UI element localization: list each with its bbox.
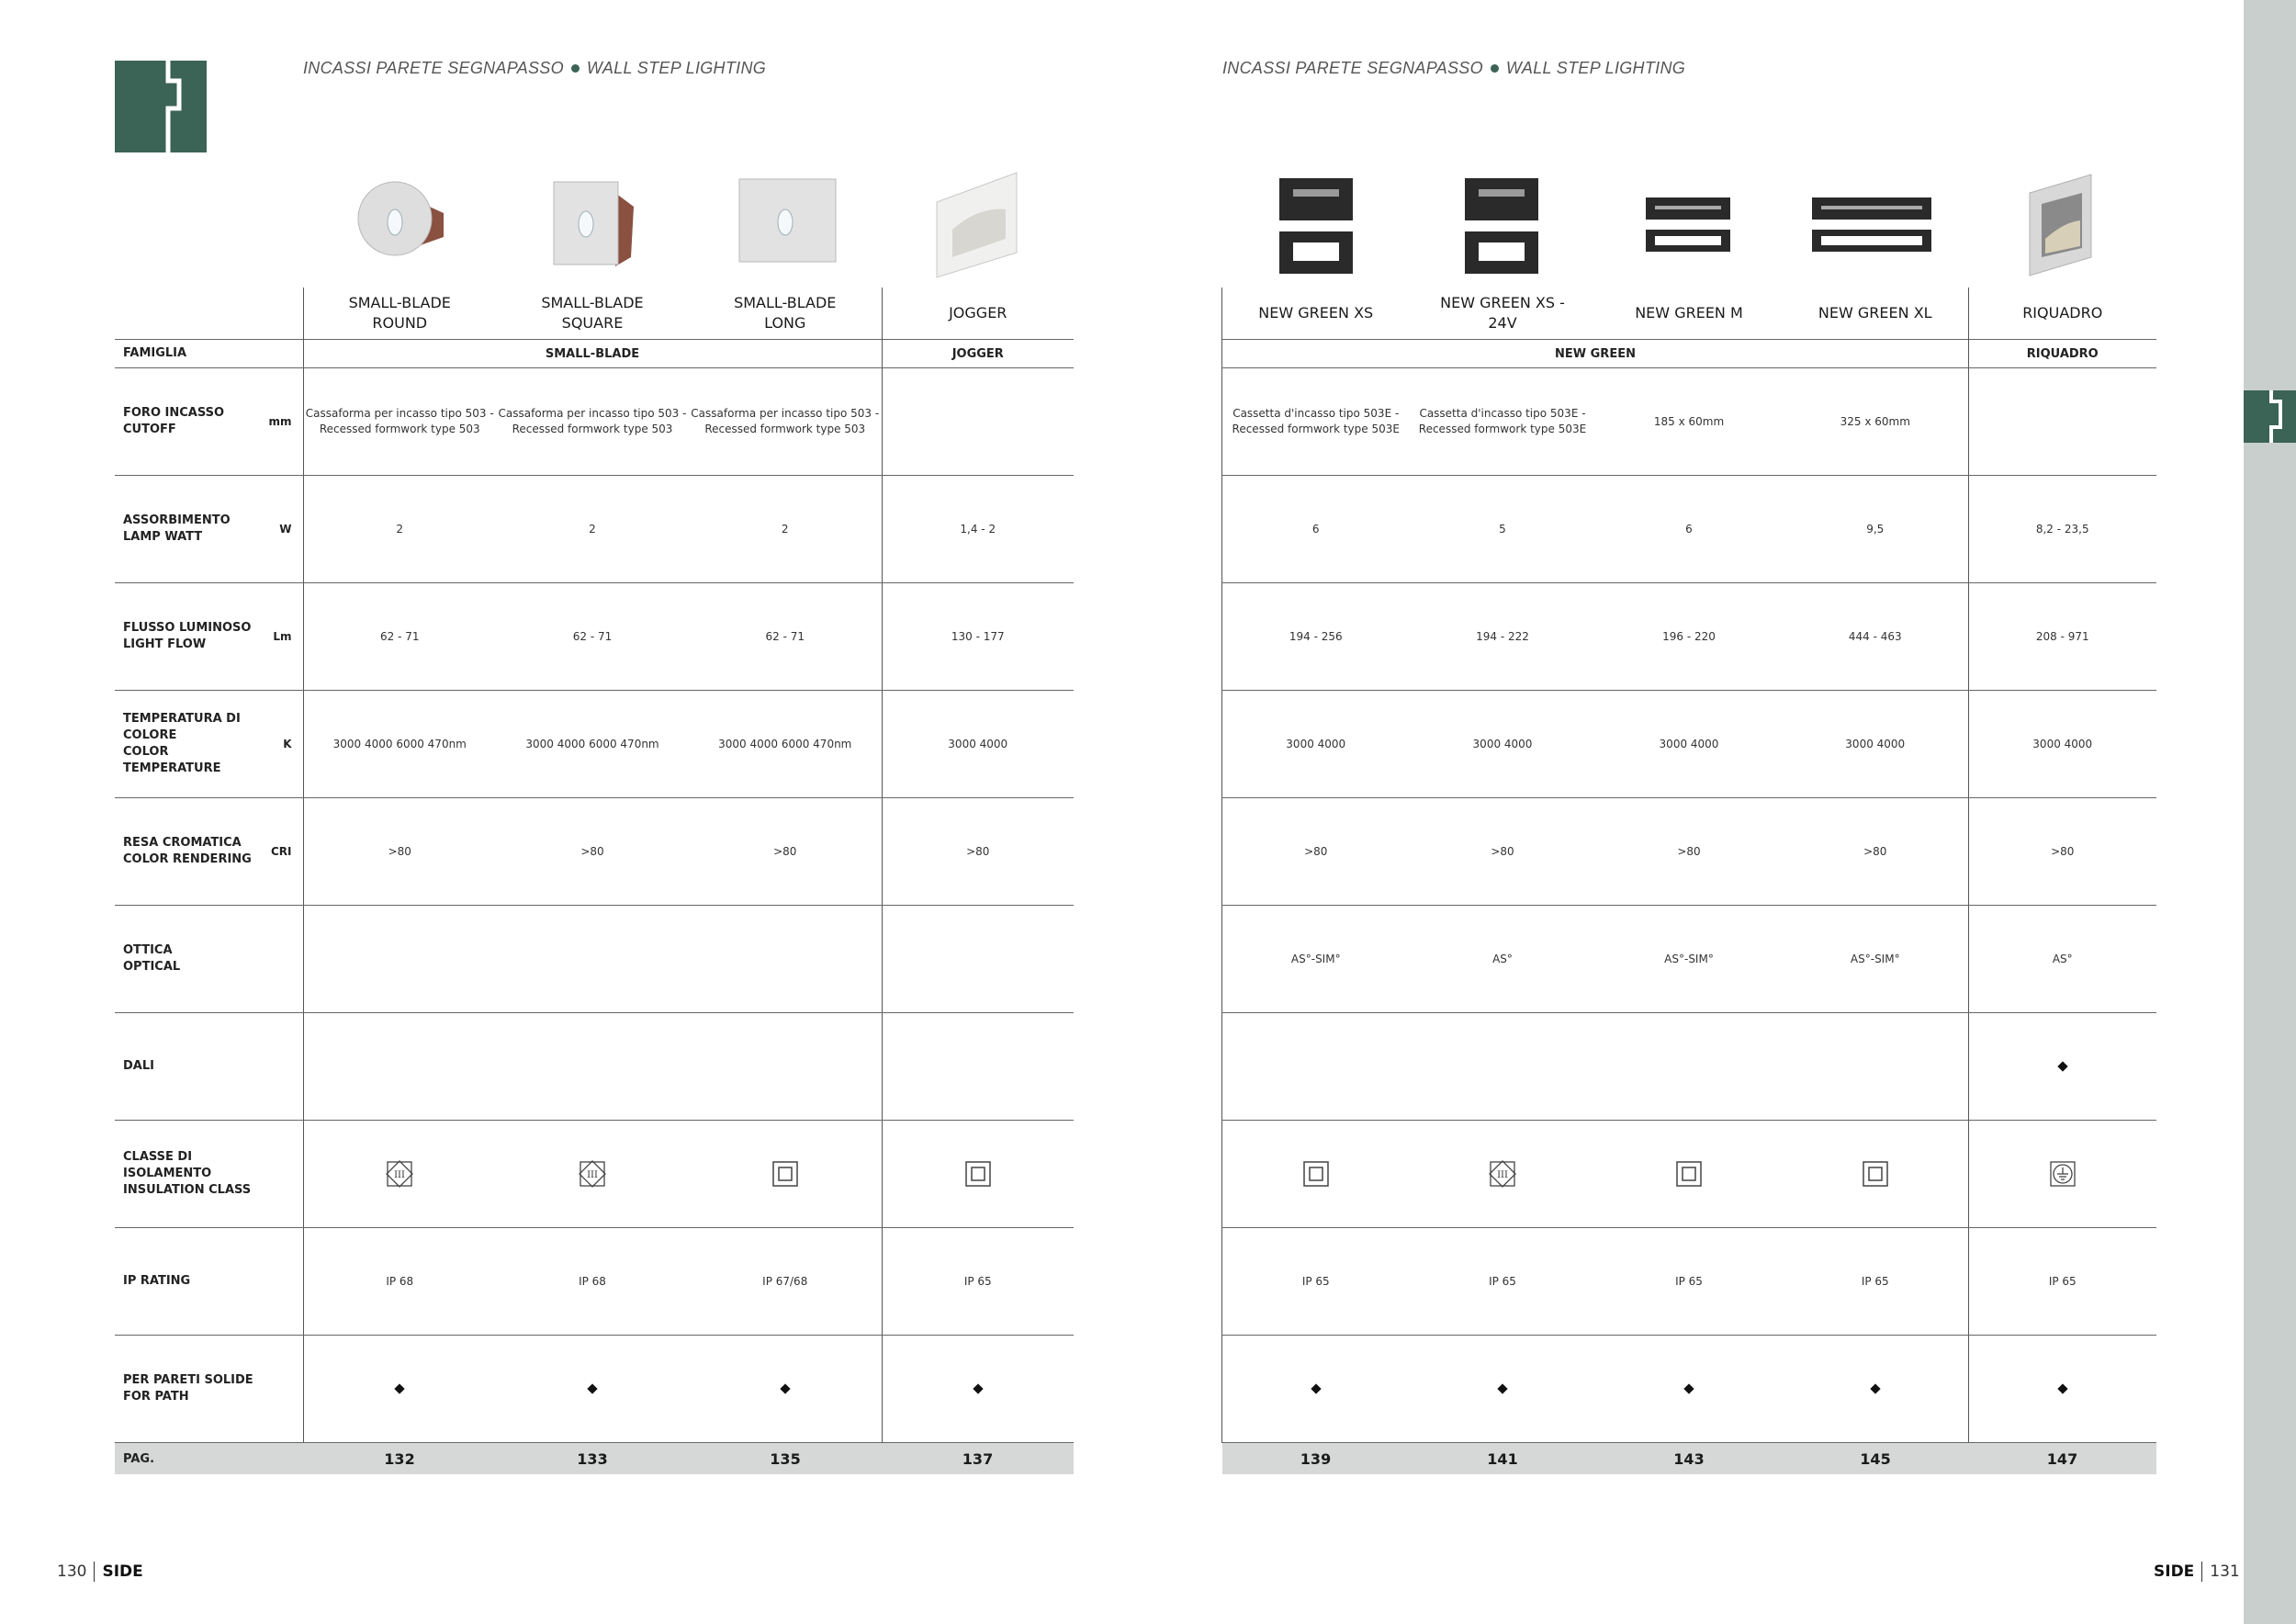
table-row-classe: [1222, 1121, 2156, 1228]
footer-brand: SIDE: [102, 1562, 143, 1581]
family-row: [115, 340, 1074, 368]
table-cell: [1596, 1336, 1783, 1443]
brand-logo: [115, 61, 207, 152]
product-image-new-green-m: [1623, 165, 1751, 285]
divider: [94, 1562, 95, 1582]
table-cell: 2: [303, 476, 496, 583]
class-2-icon: [771, 1160, 799, 1188]
header-en: WALL STEP LIGHTING: [586, 59, 767, 77]
table-cell: [303, 1121, 496, 1228]
side-tab-logo: [2244, 390, 2296, 443]
table-cell: 2: [496, 476, 689, 583]
table-cell: 130 - 177: [882, 583, 1074, 691]
table-row-flusso: [1222, 583, 2156, 691]
check-diamond-icon: [2057, 1383, 2067, 1393]
table-cell: IP 67/68: [689, 1228, 882, 1336]
side-strip: [2244, 0, 2296, 1624]
table-cell: 8,2 - 23,5: [1969, 476, 2156, 583]
table-cell: 185 x 60mm: [1596, 368, 1783, 476]
page-ref: 141: [1410, 1443, 1596, 1475]
check-diamond-icon: [587, 1383, 597, 1393]
table-cell: AS°: [1969, 906, 2156, 1013]
table-cell: 3000 4000: [1596, 691, 1783, 798]
table-cell: IP 65: [1222, 1228, 1410, 1336]
family-value: RIQUADRO: [1969, 340, 2156, 368]
row-label-flusso: FLUSSO LUMINOSO LIGHT FLOW: [115, 583, 257, 691]
table-cell: IP 65: [1969, 1228, 2156, 1336]
table-cell: 3000 4000: [882, 691, 1074, 798]
table-cell: [496, 1121, 689, 1228]
table-cell: 194 - 222: [1410, 583, 1596, 691]
row-label-classe: CLASSE DI ISOLAMENTO INSULATION CLASS: [115, 1121, 257, 1228]
table-row-foro: [115, 368, 1074, 476]
product-name: NEW GREEN XL: [1818, 304, 1932, 321]
table-cell: [689, 1121, 882, 1228]
header-en: WALL STEP LIGHTING: [1505, 59, 1686, 77]
bullet-icon: [1491, 64, 1499, 73]
product-image-jogger: [914, 165, 1042, 285]
class-1-icon: [2049, 1160, 2077, 1188]
table-cell: [1596, 1013, 1783, 1121]
table-cell: Cassaforma per incasso tipo 503 - Recessed formwork type 503: [689, 368, 882, 476]
table-cell: >80: [689, 798, 882, 906]
table-row-classe: [115, 1121, 1074, 1228]
table-cell: [1783, 1336, 1969, 1443]
table-cell: 3000 4000: [1783, 691, 1969, 798]
table-cell: [1596, 1121, 1783, 1228]
class-2-icon: [964, 1160, 992, 1188]
row-label-temperatura: TEMPERATURA DI COLORE COLOR TEMPERATURE: [115, 691, 257, 798]
table-row-flusso: [115, 583, 1074, 691]
table-cell: [303, 1336, 496, 1443]
row-label-foro: FORO INCASSO CUTOFF: [115, 368, 257, 476]
footer-left: [57, 1562, 143, 1582]
row-unit: CRI: [257, 798, 303, 906]
table-cell: 3000 4000 6000 470nm: [496, 691, 689, 798]
row-label-assorbimento: ASSORBIMENTO LAMP WATT: [115, 476, 257, 583]
table-row-pareti: [1222, 1336, 2156, 1443]
check-diamond-icon: [2057, 1061, 2067, 1071]
table-cell: 3000 4000: [1410, 691, 1596, 798]
table-cell: [689, 1013, 882, 1121]
table-cell: [1410, 1336, 1596, 1443]
product-image-riquadro: [1998, 165, 2126, 285]
table-cell: AS°: [1410, 906, 1596, 1013]
table-cell: IP 65: [1596, 1228, 1783, 1336]
table-cell: [1783, 1121, 1969, 1228]
table-row-ip: [115, 1228, 1074, 1336]
table-cell: Cassetta d'incasso tipo 503E - Recessed formwork type 503E: [1410, 368, 1596, 476]
product-image-small-blade-long: [721, 165, 850, 285]
table-cell: [689, 906, 882, 1013]
table-cell: IP 68: [303, 1228, 496, 1336]
row-unit: K: [257, 691, 303, 798]
header-it: INCASSI PARETE SEGNAPASSO: [1222, 59, 1483, 77]
table-row-pareti: [115, 1336, 1074, 1443]
table-cell: [882, 368, 1074, 476]
product-name: SMALL-BLADE SQUARE: [541, 294, 644, 332]
table-cell: 444 - 463: [1783, 583, 1969, 691]
table-cell: IP 65: [882, 1228, 1074, 1336]
table-cell: >80: [1222, 798, 1410, 906]
page-header-left: [303, 59, 766, 78]
table-cell: >80: [1410, 798, 1596, 906]
product-image-new-green-xl: [1806, 165, 1934, 285]
row-label-resa: RESA CROMATICA COLOR RENDERING: [115, 798, 257, 906]
table-cell: Cassaforma per incasso tipo 503 - Recessed formwork type 503: [496, 368, 689, 476]
table-cell: 3000 4000 6000 470nm: [689, 691, 882, 798]
page-ref: 139: [1222, 1443, 1410, 1475]
class-3-icon: [579, 1160, 606, 1188]
page-ref: 143: [1596, 1443, 1783, 1475]
row-unit: mm: [257, 368, 303, 476]
check-diamond-icon: [1870, 1383, 1880, 1393]
row-label-famiglia: FAMIGLIA: [115, 340, 257, 368]
row-label-pareti: PER PARETI SOLIDE FOR PATH: [115, 1336, 257, 1443]
table-cell: [1969, 1336, 2156, 1443]
page-ref: 135: [689, 1443, 882, 1475]
check-diamond-icon: [973, 1383, 983, 1393]
table-row-assorbimento: [115, 476, 1074, 583]
table-cell: [882, 906, 1074, 1013]
table-row-assorbimento: [1222, 476, 2156, 583]
table-row-ottica: [1222, 906, 2156, 1013]
table-cell: [496, 906, 689, 1013]
table-cell: >80: [1969, 798, 2156, 906]
svg-text:III: III: [1497, 1170, 1508, 1180]
table-cell: [1410, 1121, 1596, 1228]
table-cell: AS°-SIM°: [1783, 906, 1969, 1013]
table-cell: 62 - 71: [689, 583, 882, 691]
spec-table-right: [1221, 288, 2156, 1474]
table-cell: [303, 906, 496, 1013]
row-unit: W: [257, 476, 303, 583]
table-cell: [303, 1013, 496, 1121]
table-cell: >80: [1783, 798, 1969, 906]
table-row-dali: [115, 1013, 1074, 1121]
product-name: SMALL-BLADE ROUND: [303, 288, 496, 340]
row-label-pag: PAG.: [115, 1443, 303, 1475]
table-cell: [1969, 1013, 2156, 1121]
table-cell: 3000 4000: [1969, 691, 2156, 798]
table-cell: 9,5: [1783, 476, 1969, 583]
table-cell: [496, 1336, 689, 1443]
table-cell: Cassaforma per incasso tipo 503 - Recessed formwork type 503: [303, 368, 496, 476]
svg-text:III: III: [394, 1170, 406, 1180]
product-name: NEW GREEN XS: [1222, 288, 1410, 340]
product-name: NEW GREEN XS - 24V: [1440, 294, 1565, 332]
table-cell: 1,4 - 2: [882, 476, 1074, 583]
table-cell: [1222, 1336, 1410, 1443]
table-cell: 194 - 256: [1222, 583, 1410, 691]
product-image-new-green-xs: [1252, 165, 1380, 285]
product-name: RIQUADRO: [1969, 288, 2156, 340]
table-row-temperatura: [115, 691, 1074, 798]
family-value: NEW GREEN: [1222, 340, 1969, 368]
table-cell: [1783, 1013, 1969, 1121]
class-3-icon: [1489, 1160, 1516, 1188]
page-ref: 133: [496, 1443, 689, 1475]
table-cell: 62 - 71: [303, 583, 496, 691]
row-label-dali: DALI: [115, 1013, 257, 1121]
check-diamond-icon: [780, 1383, 790, 1393]
family-value: SMALL-BLADE: [303, 340, 882, 368]
table-row-ottica: [115, 906, 1074, 1013]
table-row-dali: [1222, 1013, 2156, 1121]
row-label-ip: IP RATING: [115, 1228, 257, 1336]
table-cell: [882, 1336, 1074, 1443]
table-cell: 2: [689, 476, 882, 583]
page-ref: 137: [882, 1443, 1074, 1475]
page-ref: 147: [1969, 1443, 2156, 1475]
table-cell: IP 68: [496, 1228, 689, 1336]
svg-text:III: III: [587, 1170, 598, 1180]
table-cell: >80: [303, 798, 496, 906]
row-label-ottica: OTTICA OPTICAL: [115, 906, 257, 1013]
product-name-row: [1222, 288, 2156, 340]
family-row: [1222, 340, 2156, 368]
product-name: JOGGER: [882, 288, 1074, 340]
table-row-pag: [1222, 1443, 2156, 1475]
table-cell: 325 x 60mm: [1783, 368, 1969, 476]
class-2-icon: [1862, 1160, 1889, 1188]
table-cell: Cassetta d'incasso tipo 503E - Recessed formwork type 503E: [1222, 368, 1410, 476]
table-row-resa: [1222, 798, 2156, 906]
class-2-icon: [1302, 1160, 1330, 1188]
divider: [2201, 1562, 2202, 1582]
check-diamond-icon: [1497, 1383, 1507, 1393]
table-row-foro: [1222, 368, 2156, 476]
page-number: 130: [57, 1562, 87, 1581]
table-cell: AS°-SIM°: [1596, 906, 1783, 1013]
table-cell: [1410, 1013, 1596, 1121]
table-cell: [882, 1121, 1074, 1228]
table-cell: 5: [1410, 476, 1596, 583]
table-cell: [1969, 1121, 2156, 1228]
table-cell: [496, 1013, 689, 1121]
product-name-row: [115, 288, 1074, 340]
table-row-pag: [115, 1443, 1074, 1475]
class-3-icon: [386, 1160, 413, 1188]
table-cell: IP 65: [1410, 1228, 1596, 1336]
table-row-ip: [1222, 1228, 2156, 1336]
table-row-temperatura: [1222, 691, 2156, 798]
table-cell: 208 - 971: [1969, 583, 2156, 691]
product-name: NEW GREEN M: [1635, 304, 1743, 321]
class-2-icon: [1675, 1160, 1703, 1188]
footer-right: [2154, 1562, 2240, 1582]
bullet-icon: [571, 64, 580, 73]
check-diamond-icon: [395, 1383, 405, 1393]
page-header-right: [1222, 59, 1685, 78]
header-it: INCASSI PARETE SEGNAPASSO: [303, 59, 564, 77]
footer-brand: SIDE: [2154, 1562, 2195, 1581]
table-cell: >80: [1596, 798, 1783, 906]
product-image-small-blade-round: [335, 165, 464, 285]
page-number: 131: [2210, 1562, 2240, 1581]
table-cell: [1222, 1013, 1410, 1121]
table-cell: 3000 4000: [1222, 691, 1410, 798]
table-row-resa: [115, 798, 1074, 906]
check-diamond-icon: [1311, 1383, 1321, 1393]
table-cell: IP 65: [1783, 1228, 1969, 1336]
page-ref: 145: [1783, 1443, 1969, 1475]
product-image-small-blade-square: [528, 165, 657, 285]
table-cell: AS°-SIM°: [1222, 906, 1410, 1013]
spec-table-left: [115, 288, 1074, 1474]
table-cell: 62 - 71: [496, 583, 689, 691]
family-value: JOGGER: [882, 340, 1074, 368]
table-cell: 6: [1222, 476, 1410, 583]
table-cell: 3000 4000 6000 470nm: [303, 691, 496, 798]
row-unit: Lm: [257, 583, 303, 691]
table-cell: [1222, 1121, 1410, 1228]
product-name: SMALL-BLADE LONG: [734, 294, 837, 332]
product-image-new-green-xs-24v: [1437, 165, 1566, 285]
table-cell: [882, 1013, 1074, 1121]
table-cell: 6: [1596, 476, 1783, 583]
table-cell: 196 - 220: [1596, 583, 1783, 691]
table-cell: [1969, 368, 2156, 476]
table-cell: >80: [882, 798, 1074, 906]
page-ref: 132: [303, 1443, 496, 1475]
table-cell: >80: [496, 798, 689, 906]
table-cell: [689, 1336, 882, 1443]
check-diamond-icon: [1683, 1383, 1694, 1393]
